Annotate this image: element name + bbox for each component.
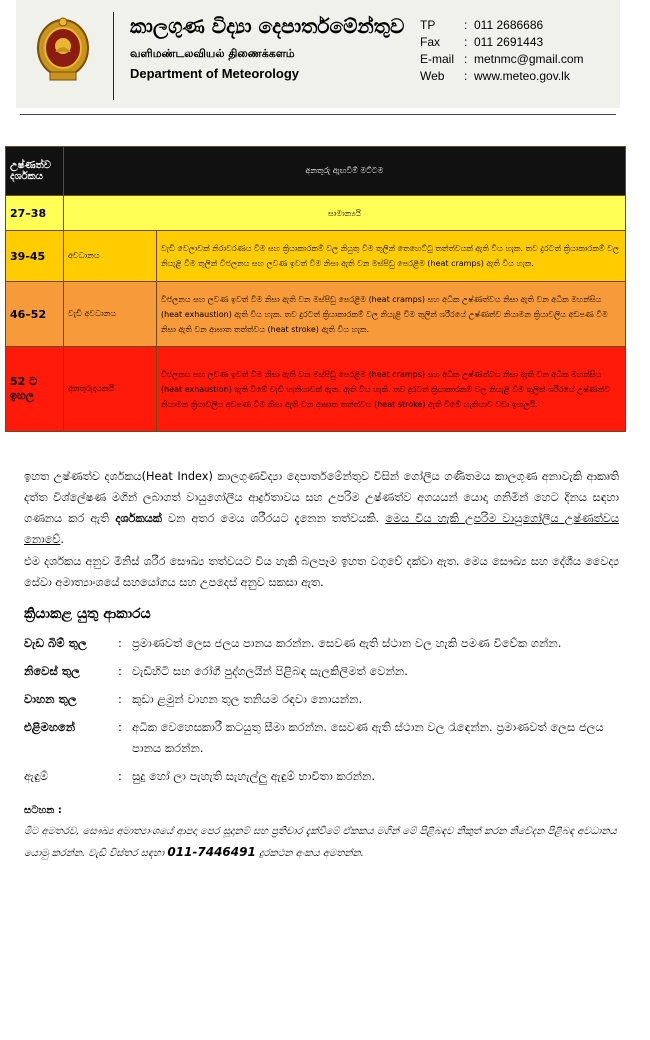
table-header-row — [6, 147, 626, 196]
action-colon: : — [118, 720, 122, 734]
action-text: ප්‍රමාණවත් ලෙස ජලය පානය කරන්න. සෙවණ ඇති ස්ථාන වල හැකි පමණ විවේක ගන්න. — [132, 636, 562, 650]
contact-row-email — [420, 51, 584, 68]
note-text-part: දුරකථන අංකය අමතන්න. — [255, 848, 364, 859]
list-item — [24, 689, 624, 710]
hotline-number: 011-7446491 — [167, 845, 256, 859]
header-heat-index: උෂ්ණත්ව දර්ශකය — [6, 147, 64, 196]
effect-text: විජලනය සහ ලවණ ඉවත් වීම නිසා ඇති වන මස්පිඩු පෙරළීම (heat cramps) සහ අධික උෂ්ණත්වය නිසා ඇති වන අධික මහන්සිය (heat exhaustion) ඇති වීමේ වැඩි හැකියාවක් ඇත. ඇති විය හැකි. තව දුරටත් ක්‍රියාකාරකම් වල නියැළි වීම තුලින් ශරීරයේ උෂ්ණත්ව නියාමන ක්‍රියාවලිය අඩපණ වීම නිසා ඇති වන ආඝාත තත්ත්වය (heat stroke) ඇති වීමේ හැකියාව වඩා ඉහලයි. — [157, 347, 626, 432]
action-place: නිවෙස් තුල — [24, 664, 80, 678]
national-emblem-icon — [36, 12, 90, 88]
heat-index-table — [5, 146, 626, 432]
list-item — [24, 661, 624, 682]
paragraph-text: . — [60, 533, 64, 546]
paragraph-underlined-note: මෙය විය හැකි උපරිම වායුගෝලීය උෂ්ණත්වය නොවේ — [24, 512, 619, 546]
actions-list — [24, 633, 624, 794]
effect-text: සාමාන්‍යයි — [64, 196, 626, 231]
table-row — [6, 196, 626, 231]
action-text: අධික වෙහෙසකාරී කටයුතු සීමා කරන්න. සෙවණ ඇති ස්ථාන වල රැඳෙන්න. ප්‍රමාණවත් ලෙස ජලය පානය කරන්න. — [132, 720, 604, 755]
action-colon: : — [118, 664, 122, 678]
contact-row-tp — [420, 17, 584, 34]
note-title: සටහන : — [24, 805, 62, 816]
list-item — [24, 766, 624, 787]
action-place: වාහන තුල — [24, 692, 77, 706]
list-item — [24, 633, 624, 654]
list-item — [24, 717, 624, 759]
contact-label: Fax — [420, 35, 441, 49]
effect-text: විජලනය සහ ලවණ ඉවත් වීම නිසා ඇති වන මස්පිඩු පෙරළීම (heat cramps) සහ අධික උෂ්ණත්වය නිසා ඇති වන අධික මහන්සිය (heat exhaustion) ඇති විය හැක. තව දුරටත් ක්‍රියාකාරකම් වල නියැළි වීම තුලින් ශරීරයේ උෂ්ණත්ව නියාමන ක්‍රියාවලිය අඩපණ වීම නිසා ඇති වන ආඝාත තත්ත්වය (heat stroke) ඇති විය හැක. — [157, 282, 626, 347]
contact-label: TP — [420, 18, 436, 32]
contact-label: E-mail — [420, 52, 455, 66]
action-colon: : — [118, 636, 122, 650]
index-range: 52 ට ඉහල — [6, 347, 64, 432]
org-name-sinhala: කාලගුණ විද්‍යා දෙපාර්තමේන්තුව — [130, 14, 405, 38]
header-divider — [113, 12, 114, 100]
contact-colon: : — [464, 52, 468, 66]
contact-block — [420, 17, 584, 85]
action-colon: : — [118, 692, 122, 706]
contact-label: Web — [420, 69, 445, 83]
action-text: වැඩිහිටි සහ රෝගී පුද්ගලයින් පිළිබඳ සැලකිලිමත් වෙන්න. — [132, 664, 408, 678]
org-name-tamil: வளிமண்டலவியல் திணைக்களம் — [130, 47, 295, 60]
action-place: එළිමහනේ — [24, 720, 76, 734]
contact-colon: : — [464, 35, 468, 49]
actions-section-title: ක්‍රියාකළ යුතු ආකාරය — [24, 606, 151, 622]
index-range: 39-45 — [6, 231, 64, 282]
health-impact-paragraph: එම දර්ශකය අනුව මිනිස් ශරීර සෞඛ්‍ය තත්වයට විය හැකි බලපෑම ඉහත වගුවේ දක්වා ඇත. මෙය සෞඛ්‍ය සහ දේශීය වෛද්‍ය සේවා අමාත්‍යාංශයේ සහයෝගය සහ උපදෙස් අනුව සකසා ඇත. — [24, 555, 619, 589]
contact-value: 011 2691443 — [474, 35, 544, 49]
contact-value: www.meteo.gov.lk — [474, 69, 570, 83]
letterhead-rule — [20, 114, 616, 115]
warning-level: වැඩි අවධානය — [64, 282, 157, 347]
action-place: වැඩ බිම් තුල — [24, 636, 87, 650]
action-colon: : — [118, 769, 122, 783]
effect-text: වැඩි වෙලාවක් නිරාවරණය වීම සහ ක්‍රියාකාරකම් වල නියුතු වීම තුලින් තෙහෙට්ටු තත්ත්වයක් ඇති විය හැක. තව දුරටත් ක්‍රියාකාරකම් වල නියැළි වීම තුලින් විජලනය සහ ලවණ ඉවත් වීම නිසා ඇති වන මස්පිඩු පෙරළීම (heat cramps) ඇති විය හැක. — [157, 231, 626, 282]
paragraph-text: වන අතර මෙය ශරීරයට දැනෙන තත්වයකි. — [161, 512, 386, 525]
table-row — [6, 282, 626, 347]
contact-row-fax — [420, 34, 584, 51]
contact-row-web — [420, 68, 584, 85]
warning-level: අවධානය — [64, 231, 157, 282]
warning-level: අනතුරුදායකයි — [64, 347, 157, 432]
header-warning-level: අනතුරු ඇඟවීම් මට්ටම — [64, 147, 626, 196]
note-text-part: මීට අමතරව, සෞඛ්‍ය අමාත්‍යාංශයේ ආපදා පෙර සූදානම් සහ ප්‍රතිචාර දැක්වීමේ ඒකකය මගින් මේ පිළිබඳව නිකුත් කරන නිවේදන පිළිබඳ අවධානය යොමු කරන්න. වැඩි විස්තර සඳහා — [24, 826, 617, 859]
note-text — [24, 822, 619, 864]
contact-colon: : — [464, 18, 468, 32]
index-range: 46–52 — [6, 282, 64, 347]
explanation-paragraph — [24, 466, 619, 550]
action-place: ඇඳුම් — [24, 769, 49, 783]
index-range: 27–38 — [6, 196, 64, 231]
contact-value: metnmc@gmail.com — [474, 52, 584, 66]
table-row — [6, 231, 626, 282]
contact-value: 011 2686686 — [474, 18, 544, 32]
paragraph-text: ඉහත උෂ්ණත්ව දර්ශකය(Heat Index) කාලගුණවිද්‍යා දෙපාර්තමේන්තුව විසින් ගෝලීය ගණිතමය කාලගුණ අනාවැකි ආකෘති දත්ත විශ්ලේෂණ මගින් ලබාගත් වායුගෝලීය ආර්ද්‍රතාවය සහ උපරිම උෂ්ණත්ව අගයයන් යොදා ගනිමින් හෙට දිනය සඳහා ගණනය කර ඇති — [24, 470, 619, 525]
action-text: සුදු හෝ ලා පැහැති සැහැල්ලු ඇඳුම් භාවිතා කරන්න. — [132, 769, 376, 783]
org-name-english: Department of Meteorology — [130, 66, 300, 81]
action-text: කුඩා ළමුන් වාහන තුල තනියම රඳවා නොයන්න. — [132, 692, 363, 706]
letterhead — [16, 0, 620, 108]
contact-colon: : — [464, 69, 468, 83]
paragraph-bold-term: දර්ශකයක් — [115, 512, 162, 525]
table-row — [6, 347, 626, 432]
